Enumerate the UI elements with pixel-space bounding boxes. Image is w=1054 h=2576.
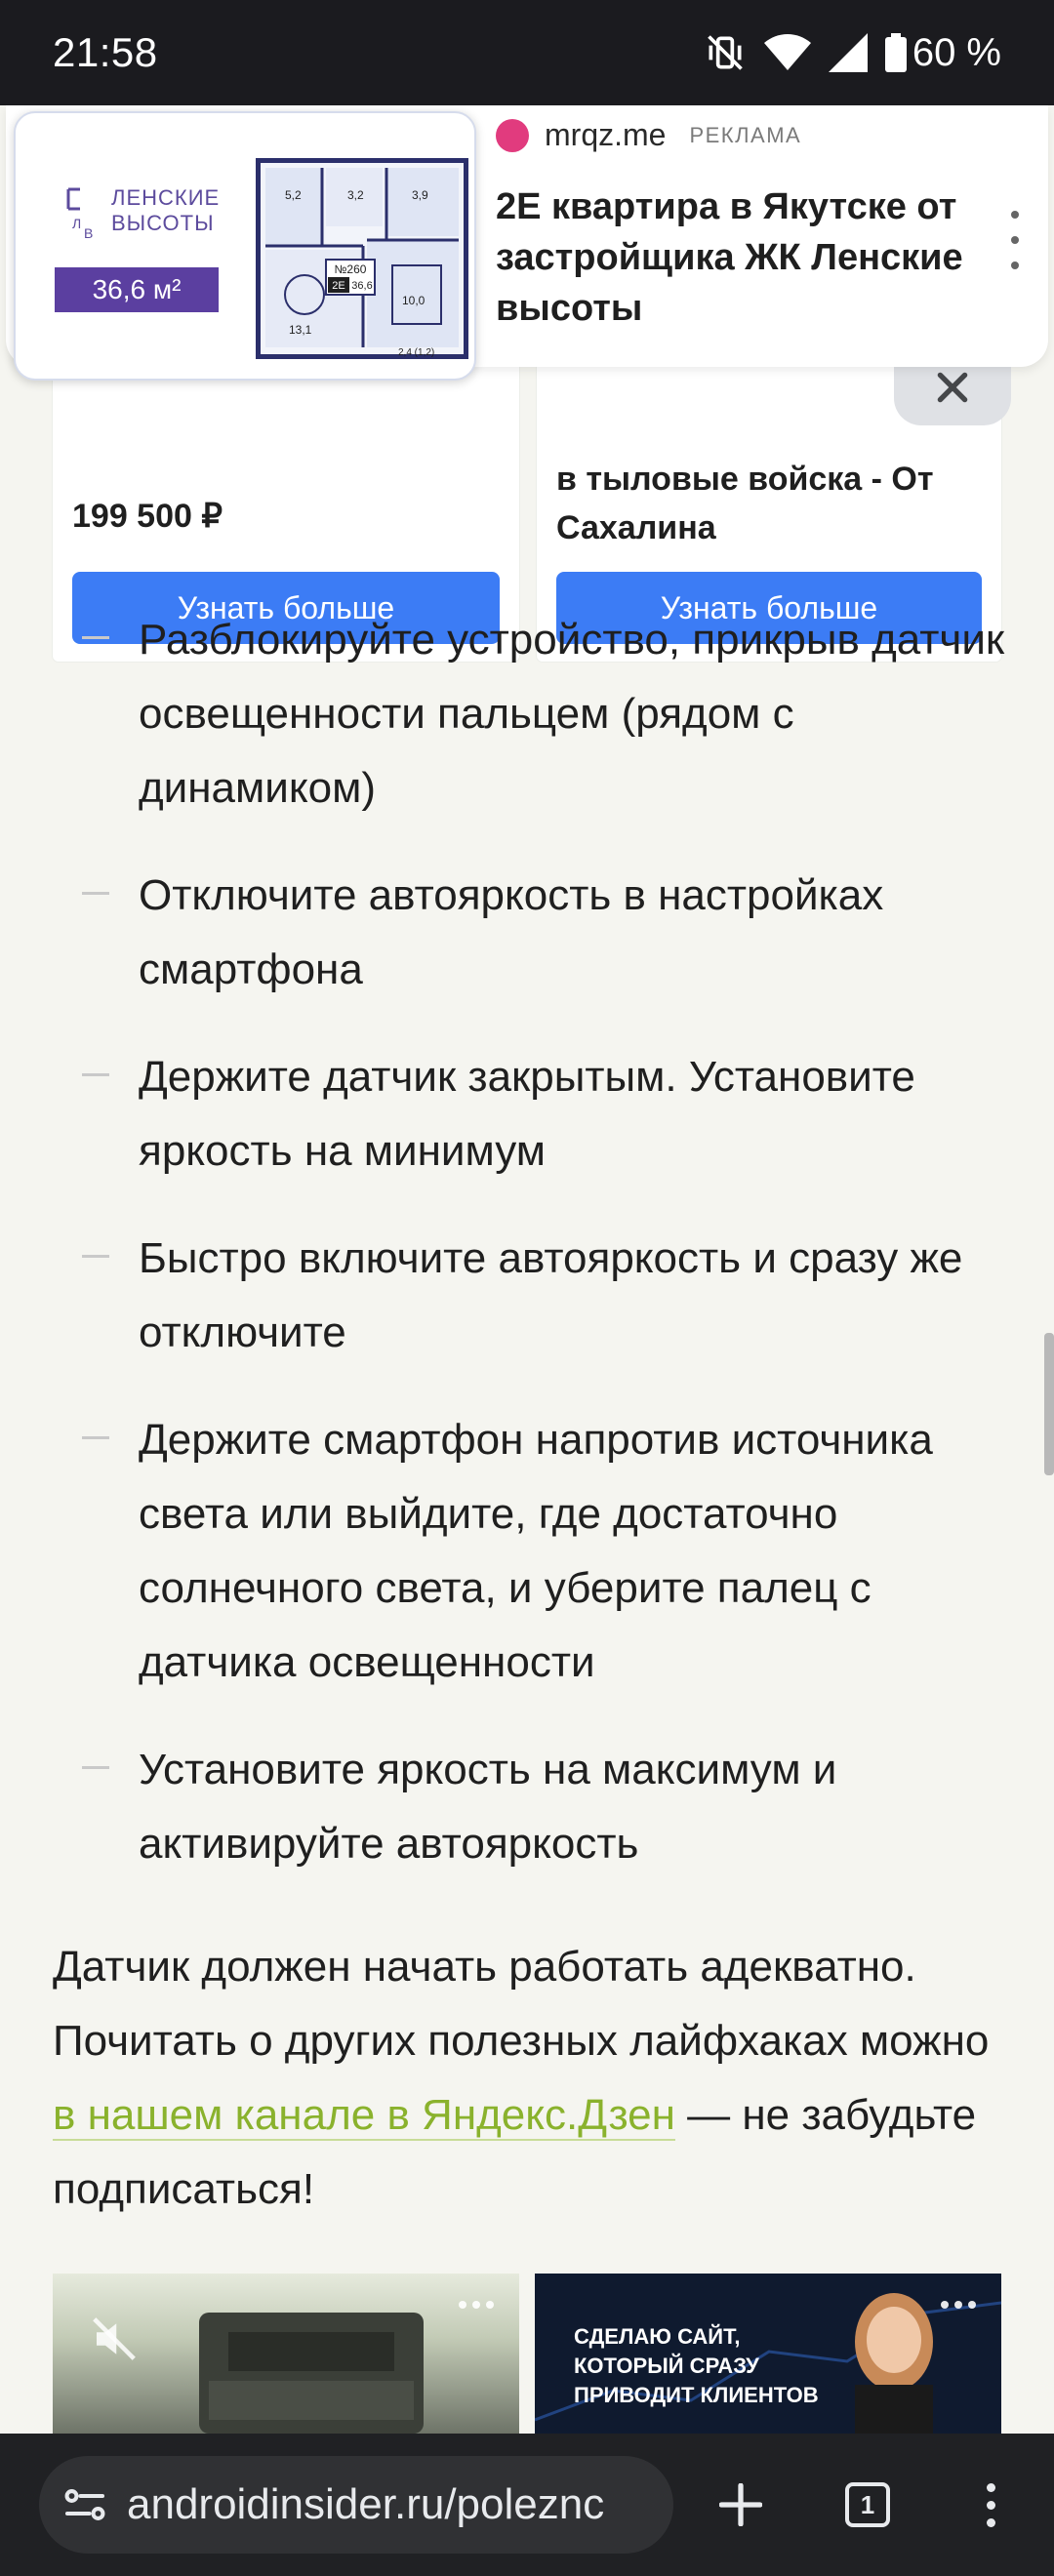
learn-more-button[interactable]: Узнать больше — [72, 572, 500, 644]
step-text: Установите яркость на максимум и активируйте автояркость — [139, 1746, 837, 1868]
area-badge: 36,6 м² — [55, 267, 219, 312]
room-size: 2,4 (1,2) — [398, 347, 435, 358]
battery-indicator — [885, 31, 1001, 75]
list-item — [0, 1733, 1054, 1881]
plan-number: №260 — [334, 262, 367, 276]
more-dot-icon — [1011, 262, 1019, 269]
more-dot-icon — [968, 2301, 976, 2309]
site-settings-icon[interactable] — [59, 2478, 111, 2531]
svg-text:В: В — [84, 225, 94, 240]
tabs-count: 1 — [845, 2482, 890, 2527]
more-dot-icon — [941, 2301, 949, 2309]
step-text: Быстро включите автояркость и сразу же отключите — [139, 1234, 963, 1356]
learn-more-button[interactable]: Узнать больше — [556, 572, 982, 644]
thumbnail-more-button[interactable] — [459, 2301, 494, 2309]
ad-label: РЕКЛАМА — [689, 122, 802, 147]
list-bullet — [82, 892, 109, 895]
more-dot-icon — [472, 2301, 480, 2309]
brand-mark-icon — [64, 185, 103, 240]
more-dot-icon — [459, 2301, 466, 2309]
page-scrollbar[interactable] — [1044, 1333, 1054, 1475]
list-bullet — [82, 1073, 109, 1076]
plus-icon — [719, 2483, 762, 2526]
address-bar[interactable] — [39, 2456, 673, 2554]
step-text: Отключите автояркость в настройках смартфона — [139, 871, 884, 993]
step-text: Держите смартфон напротив источника света или выйдите, где достаточно солнечного света, и уберите палец с датчика освещенности — [139, 1416, 933, 1686]
wifi-icon — [764, 33, 811, 72]
ad-more-menu-button[interactable] — [1005, 211, 1025, 269]
ad-headline[interactable]: 2Е квартира в Якутске от застройщика ЖК Ленские высоты — [496, 186, 963, 329]
list-item — [0, 1222, 1054, 1370]
ad-domain[interactable]: mrqz.me — [545, 117, 667, 152]
zen-channel-link[interactable]: в нашем канале в Яндекс.Дзен — [53, 2091, 675, 2139]
advertiser-icon — [496, 119, 529, 152]
new-tab-button[interactable] — [697, 2453, 785, 2556]
list-item — [0, 603, 1054, 825]
svg-text:Л: Л — [72, 216, 82, 231]
list-item — [0, 1403, 1054, 1700]
cellular-signal-icon — [829, 33, 868, 72]
floorplan-image — [256, 158, 468, 359]
article-paragraph — [53, 1930, 1019, 2227]
browser-toolbar — [0, 2434, 1054, 2576]
list-item — [0, 1040, 1054, 1188]
steps-list — [0, 603, 1054, 1914]
more-dot-icon — [1011, 236, 1019, 244]
vibrate-off-icon — [704, 31, 747, 74]
list-bullet — [82, 1436, 109, 1439]
battery-icon — [885, 33, 907, 72]
plan-area: 36,6 — [351, 280, 373, 292]
tab-switcher-button[interactable] — [824, 2453, 912, 2556]
url-text: androidinsider.ru/poleznc — [127, 2480, 605, 2528]
ad-title: в тыловые войска - От Сахалина — [556, 461, 934, 546]
list-item — [0, 859, 1054, 1007]
more-vert-icon — [987, 2483, 995, 2527]
ad-meta — [496, 117, 801, 153]
page-content — [0, 105, 1054, 2434]
room-size: 10,0 — [402, 294, 426, 307]
browser-menu-button[interactable] — [947, 2453, 1034, 2556]
room-size: 3,9 — [412, 188, 428, 202]
ad-image[interactable] — [14, 111, 476, 381]
list-bullet — [82, 636, 109, 639]
step-text: Разблокируйте устройство, прикрыв датчик освещенности пальцем (рядом с динамиком) — [139, 616, 1005, 812]
plan-type: 2Е — [332, 280, 345, 292]
step-text: Держите датчик закрытым. Установите яркость на минимум — [139, 1053, 915, 1175]
close-icon — [935, 370, 970, 405]
status-time: 21:58 — [53, 29, 158, 75]
paragraph-text: Датчик должен начать работать адекватно. Почитать о других полезных лайфхаках можно — [53, 1943, 990, 2065]
status-bar — [0, 0, 1054, 105]
room-size: 13,1 — [289, 323, 312, 337]
list-bullet — [82, 1255, 109, 1258]
room-size: 5,2 — [285, 188, 302, 202]
list-bullet — [82, 1766, 109, 1769]
more-dot-icon — [486, 2301, 494, 2309]
thumbnail-more-button[interactable] — [941, 2301, 976, 2309]
more-dot-icon — [1011, 211, 1019, 219]
more-dot-icon — [954, 2301, 962, 2309]
paragraph-text: — не забудьте подписаться! — [53, 2091, 977, 2213]
ad-thumbnail[interactable] — [535, 2274, 1001, 2434]
vehicle-image — [53, 2274, 519, 2434]
overlay-ad-banner[interactable] — [6, 105, 1048, 367]
battery-percent: 60 % — [912, 30, 1001, 74]
brand-name: ЛЕНСКИЕ ВЫСОТЫ — [111, 185, 221, 235]
room-size: 3,2 — [347, 188, 364, 202]
video-thumbnail[interactable] — [53, 2274, 519, 2434]
status-icons — [704, 31, 1001, 75]
ad-price: 199 500 ₽ — [72, 498, 223, 535]
ad-thumbnail-text: СДЕЛАЮ САЙТ, КОТОРЫЙ СРАЗУ ПРИВОДИТ КЛИЕНТОВ — [574, 2324, 819, 2407]
